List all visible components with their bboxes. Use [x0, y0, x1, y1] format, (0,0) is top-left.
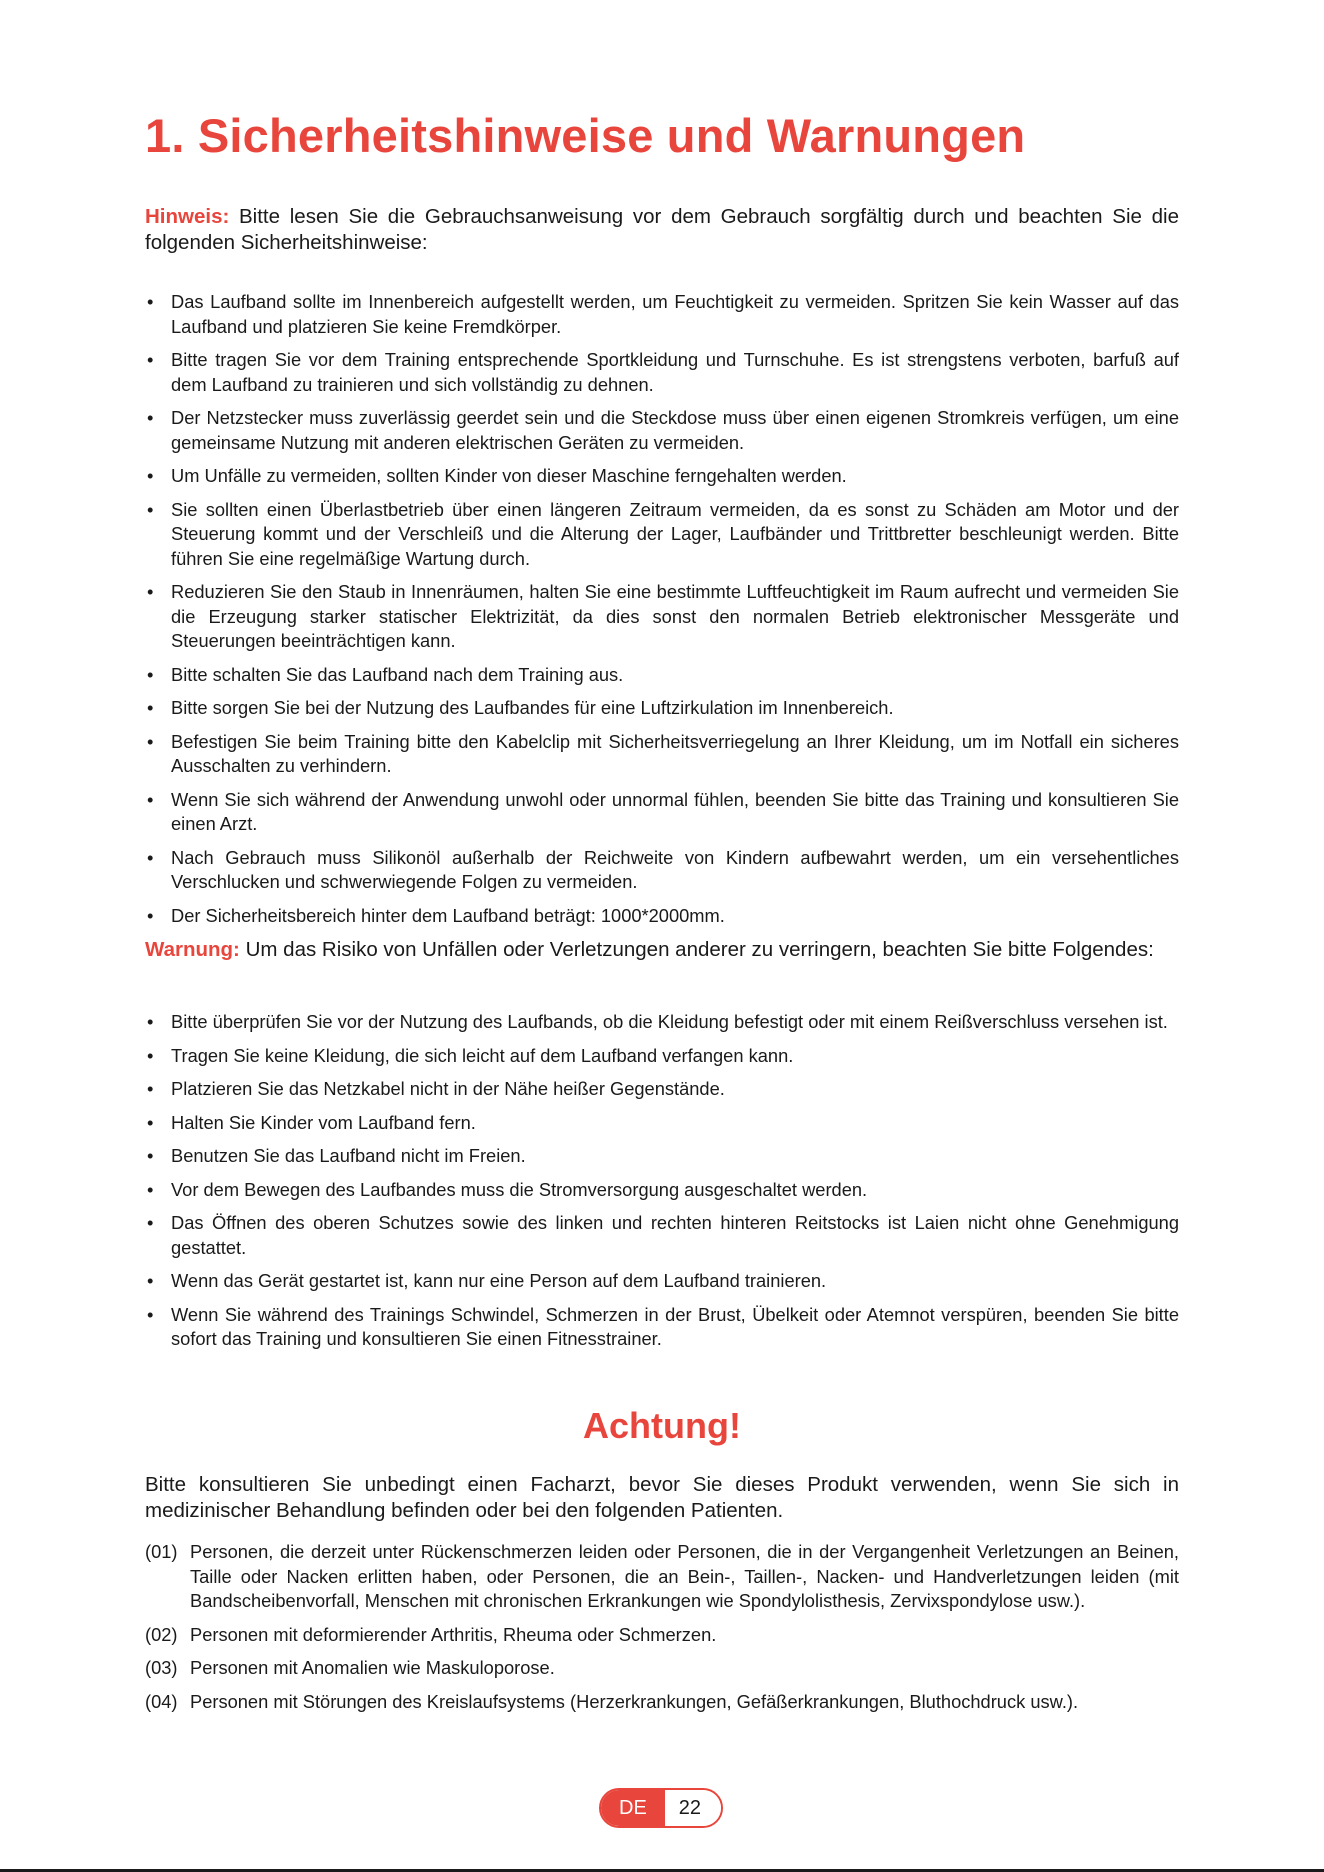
- list-item: • Reduzieren Sie den Staub in Innenräumen, halten Sie eine bestimmte Luftfeuchtigkeit im Raum aufrecht und vermeiden Sie die Erzeugung starker statischer Elektrizität, da dies sonst den normalen Betrieb elektronischer Messgeräte und Steuerungen beeinträchtigen kann.: [145, 580, 1179, 654]
- list-item: [145, 1690, 1179, 1715]
- achtung-paragraph: Bitte konsultieren Sie unbedingt einen Facharzt, bevor Sie dieses Produkt verwenden, wenn Sie sich in medizinischer Behandlung befinden oder bei den folgenden Patienten.: [145, 1473, 1179, 1522]
- list-item: • Bitte schalten Sie das Laufband nach dem Training aus.: [145, 663, 1179, 688]
- language-label: DE: [601, 1790, 665, 1826]
- warning-lead: Warnung:: [145, 938, 240, 961]
- list-item: • Nach Gebrauch muss Silikonöl außerhalb der Reichweite von Kindern aufbewahrt werden, um ein versehentliches Verschlucken und schwerwiegende Folgen zu vermeiden.: [145, 846, 1179, 895]
- list-item: • Bitte überprüfen Sie vor der Nutzung des Laufbands, ob die Kleidung befestigt oder mit einem Reißverschluss versehen ist.: [145, 1010, 1179, 1035]
- list-item: • Der Netzstecker muss zuverlässig geerdet sein und die Steckdose muss über einen eigenen Stromkreis verfügen, um eine gemeinsame Nutzung mit anderen elektrischen Geräten zu vermeiden.: [145, 406, 1179, 455]
- intro-lead: Hinweis:: [145, 205, 230, 228]
- list-item: • Platzieren Sie das Netzkabel nicht in der Nähe heißer Gegenstände.: [145, 1077, 1179, 1102]
- intro-text: Bitte lesen Sie die Gebrauchsanweisung vor dem Gebrauch sorgfältig durch und beachten Sie die folgenden Sicherheitshinweise:: [145, 205, 1179, 254]
- item-text: Personen, die derzeit unter Rückenschmerzen leiden oder Personen, die in der Vergangenheit Verletzungen an Beinen, Taille oder Nacken erlitten haben, oder Personen, die an Bein-, Taillen-, Nacken- und Handverletzungen leiden (mit Bandscheibenvorfall, Menschen mit chronischen Erkrankungen wie Spondylolisthesis, Zervixspondylose usw.).: [190, 1541, 1179, 1611]
- list-item: [145, 1656, 1179, 1681]
- list-item: • Das Öffnen des oberen Schutzes sowie des linken und rechten hinteren Reitstocks ist Laien nicht ohne Genehmigung gestattet.: [145, 1211, 1179, 1260]
- list-item: • Tragen Sie keine Kleidung, die sich leicht auf dem Laufband verfangen kann.: [145, 1044, 1179, 1069]
- achtung-heading: Achtung!: [583, 1405, 741, 1446]
- warning-list: [145, 1010, 1179, 1361]
- list-item: • Wenn Sie sich während der Anwendung unwohl oder unnormal fühlen, beenden Sie bitte das Training und konsultieren Sie einen Arzt.: [145, 788, 1179, 837]
- safety-list: [145, 290, 1179, 937]
- patient-list: [145, 1540, 1179, 1723]
- page-number-badge: [599, 1788, 723, 1828]
- item-text: Personen mit deformierender Arthritis, Rheuma oder Schmerzen.: [190, 1623, 717, 1645]
- list-item: • Um Unfälle zu vermeiden, sollten Kinder von dieser Maschine ferngehalten werden.: [145, 464, 1179, 489]
- list-item: [145, 1540, 1179, 1614]
- list-item: • Wenn Sie während des Trainings Schwindel, Schmerzen in der Brust, Übelkeit oder Atemnot verspüren, beenden Sie bitte sofort das Training und konsultieren Sie einen Fitnesstrainer.: [145, 1303, 1179, 1352]
- item-number: (03): [145, 1657, 178, 1678]
- intro-paragraph: [145, 204, 1179, 256]
- item-text: Personen mit Störungen des Kreislaufsystems (Herzerkrankungen, Gefäßerkrankungen, Bluthochdruck usw.).: [190, 1690, 1079, 1712]
- item-number: (01): [145, 1541, 178, 1562]
- list-item: • Der Sicherheitsbereich hinter dem Laufband beträgt: 1000*2000mm.: [145, 904, 1179, 929]
- warning-text: Um das Risiko von Unfällen oder Verletzungen anderer zu verringern, beachten Sie bitte Folgendes:: [239, 938, 1154, 961]
- list-item: • Benutzen Sie das Laufband nicht im Freien.: [145, 1144, 1179, 1169]
- list-item: [145, 1623, 1179, 1648]
- list-item: • Bitte sorgen Sie bei der Nutzung des Laufbandes für eine Luftzirkulation im Innenbereich.: [145, 696, 1179, 721]
- list-item: • Wenn das Gerät gestartet ist, kann nur eine Person auf dem Laufband trainieren.: [145, 1269, 1179, 1294]
- list-item: • Vor dem Bewegen des Laufbandes muss die Stromversorgung ausgeschaltet werden.: [145, 1178, 1179, 1203]
- list-item: • Halten Sie Kinder vom Laufband fern.: [145, 1111, 1179, 1136]
- list-item: • Das Laufband sollte im Innenbereich aufgestellt werden, um Feuchtigkeit zu vermeiden. Spritzen Sie kein Wasser auf das Laufband und platzieren Sie keine Fremdkörper.: [145, 290, 1179, 339]
- item-text: Personen mit Anomalien wie Maskuloporose.: [190, 1657, 555, 1678]
- list-item: • Sie sollten einen Überlastbetrieb über einen längeren Zeitraum vermeiden, da es sonst zu Schäden am Motor und der Steuerung kommt und der Verschleiß und die Alterung der Lager, Laufbänder und Trittbretter beschleunigt werden. Bitte führen Sie eine regelmäßige Wartung durch.: [145, 498, 1179, 572]
- warning-paragraph: [145, 937, 1179, 963]
- item-number: (02): [145, 1623, 178, 1645]
- list-item: • Bitte tragen Sie vor dem Training entsprechende Sportkleidung und Turnschuhe. Es ist strengstens verboten, barfuß auf dem Laufband zu trainieren und sich vollständig zu dehnen.: [145, 348, 1179, 397]
- item-number: (04): [145, 1690, 178, 1712]
- page-number: 22: [665, 1790, 721, 1826]
- page-title: 1. Sicherheitshinweise und Warnungen: [145, 109, 1026, 162]
- list-item: • Befestigen Sie beim Training bitte den Kabelclip mit Sicherheitsverriegelung an Ihrer Kleidung, um im Notfall ein sicheres Ausschalten zu verhindern.: [145, 730, 1179, 779]
